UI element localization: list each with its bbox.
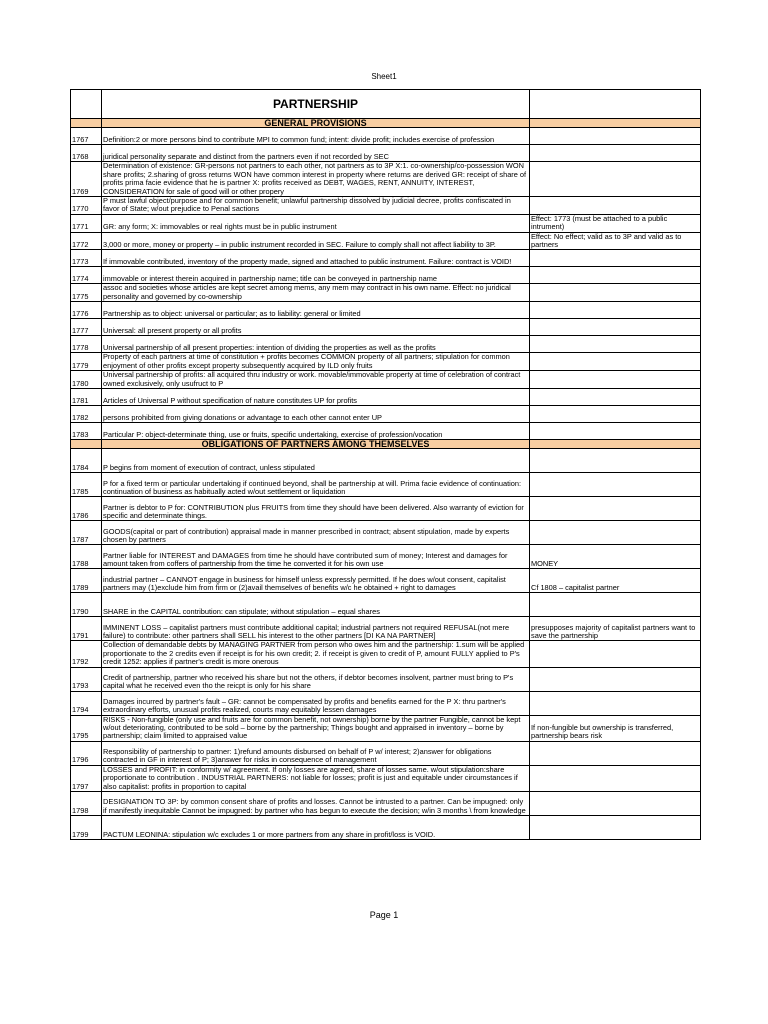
article-note <box>530 302 701 319</box>
article-number: 1774 <box>71 267 102 284</box>
article-text: persons prohibited from giving donations or advantage to each other cannot enter UP <box>102 405 530 422</box>
table-row <box>71 741 701 765</box>
article-text: industrial partner – CANNOT engage in business for himself unless expressly permitted. If he does w/out consent, capitalist partners may (1)exclude him from firm or (2)avail themselves of benefits w/c he obtained + right to damages <box>102 569 530 593</box>
article-text: P for a fixed term or particular undertaking if continued beyond, shall be partnership at will. Prima facie evidence of continuation: continuation of business as habitually acted w/out settlement or liquidation <box>102 473 530 497</box>
title-row <box>71 90 701 119</box>
table-row <box>71 641 701 667</box>
table-row <box>71 422 701 439</box>
article-text: DESIGNATION TO 3P: by common consent share of profits and losses. Cannot be intrusted to a partner. Can be impugned: only if manifestly inequitable Cannot be impugned: by partner who has begun to execute the decision; w/in 3 months \ from knowledge <box>102 791 530 815</box>
article-number: 1781 <box>71 388 102 405</box>
table-row <box>71 162 701 197</box>
article-number: 1792 <box>71 641 102 667</box>
article-text: Collection of demandable debts by MANAGING PARTNER from person who owes him and the partnership: 1.sum will be applied proportionate to the 2 credits even if receipt is for his own credit; 2. if receipt is given to credit of P, amount FULLY applied to P's credit 1252: applies if partner's credit is more onerous <box>102 641 530 667</box>
table-row <box>71 232 701 250</box>
article-note <box>530 791 701 815</box>
article-text: Property of each partners at time of constitution + profits becomes COMMON property of all partners; stipulation for common enjoyment of other profits except property subsequently acquired by ILD only fruits <box>102 353 530 371</box>
article-note <box>530 128 701 145</box>
table-row <box>71 371 701 389</box>
article-number: 1799 <box>71 815 102 839</box>
article-number: 1785 <box>71 473 102 497</box>
article-text: Particular P: object-determinate thing, use or fruits, specific undertaking, exercise of profession/vocation <box>102 422 530 439</box>
document-title: PARTNERSHIP <box>102 90 530 119</box>
article-number: 1783 <box>71 422 102 439</box>
article-text: If immovable contributed, inventory of the property made, signed and attached to public instrument. Failure: contract is VOID! <box>102 250 530 267</box>
section-header-num-cell <box>71 439 102 448</box>
article-note <box>530 593 701 617</box>
article-text: Universal partnership of profits: all acquired thru industry or work. movable/immovable property at time of celebration of contract owned exclusively, only usufruct to P <box>102 371 530 389</box>
table-row <box>71 593 701 617</box>
partnership-table <box>70 89 701 840</box>
table-row <box>71 319 701 336</box>
table-row <box>71 128 701 145</box>
article-note: presupposes majority of capitalist partners want to save the partnership <box>530 617 701 641</box>
article-text: Partner liable for INTEREST and DAMAGES from time he should have contributed sum of money; Interest and damages for amount taken from coffers of partnership from the time he converted it for his own use <box>102 545 530 569</box>
sheet-name: Sheet1 <box>371 72 397 81</box>
article-note <box>530 353 701 371</box>
article-number: 1795 <box>71 715 102 741</box>
section-header-note-cell <box>530 439 701 448</box>
article-note <box>530 449 701 473</box>
article-note <box>530 162 701 197</box>
article-note <box>530 521 701 545</box>
article-number: 1786 <box>71 497 102 521</box>
article-note <box>530 422 701 439</box>
article-text: assoc and societies whose articles are kept secret among mems, any mem may contract in his own name. Effect: no juridical personality and governed by co-ownership <box>102 284 530 302</box>
table-row <box>71 145 701 162</box>
article-note <box>530 691 701 715</box>
article-number: 1768 <box>71 145 102 162</box>
table-row <box>71 449 701 473</box>
article-text: juridical personality separate and distinct from the partners even if not recorded by SEC <box>102 145 530 162</box>
article-note <box>530 250 701 267</box>
article-text: Articles of Universal P without specification of nature constitutes UP for profits <box>102 388 530 405</box>
article-number: 1789 <box>71 569 102 593</box>
table-row <box>71 267 701 284</box>
article-text: GOODS(capital or part of contribution) appraisal made in manner prescribed in contract; absent stipulation, made by experts chosen by partners <box>102 521 530 545</box>
article-number: 1770 <box>71 197 102 215</box>
table-row <box>71 765 701 791</box>
table-row <box>71 497 701 521</box>
table-row <box>71 691 701 715</box>
table-row <box>71 197 701 215</box>
article-number: 1791 <box>71 617 102 641</box>
article-note <box>530 765 701 791</box>
article-text: P must lawful object/purpose and for common benefit; unlawful partnership dissolved by judicial decree, profits confiscated in favor of State; w/out prejudice to Penal sactions <box>102 197 530 215</box>
article-note <box>530 284 701 302</box>
article-number: 1772 <box>71 232 102 250</box>
article-number: 1784 <box>71 449 102 473</box>
article-text: Credit of partnership, partner who received his share but not the others, if debtor becomes insolvent, partner must bring to P's capital what he received even tho the reicpt is only for his share <box>102 667 530 691</box>
table-row <box>71 250 701 267</box>
article-note: Cf 1808 – capitalist partner <box>530 569 701 593</box>
table-row <box>71 336 701 353</box>
article-text: PACTUM LEONINA: stipulation w/c excludes 1 or more partners from any share in profit/loss is VOID. <box>102 815 530 839</box>
article-number: 1769 <box>71 162 102 197</box>
table-row <box>71 405 701 422</box>
article-text: Partnership as to object: universal or particular; as to liability: general or limited <box>102 302 530 319</box>
table-row <box>71 521 701 545</box>
article-note <box>530 815 701 839</box>
article-text: RISKS - Non-fungible (only use and fruits are for common benefit, not ownership) borne by the partner Fungible, cannot be kept w/out deteriorating, contributed to be sold – borne by the partnership; Things bought and appraised in inventory – borne by partnership; claim limited to appraised value <box>102 715 530 741</box>
article-number: 1778 <box>71 336 102 353</box>
article-note <box>530 741 701 765</box>
article-number: 1790 <box>71 593 102 617</box>
article-note <box>530 197 701 215</box>
page-number: Page 1 <box>369 910 399 920</box>
article-number: 1779 <box>71 353 102 371</box>
article-note <box>530 473 701 497</box>
article-note: Effect: 1773 (must be attached to a public intrument) <box>530 214 701 232</box>
article-note <box>530 667 701 691</box>
table-row <box>71 302 701 319</box>
article-text: P begins from moment of execution of contract, unless stipulated <box>102 449 530 473</box>
section-header-row <box>71 439 701 448</box>
article-text: immovable or interest therein acquired in partnership name; title can be conveyed in partnership name <box>102 267 530 284</box>
section-header-num-cell <box>71 119 102 128</box>
table-row <box>71 545 701 569</box>
article-text: Responsibility of partnership to partner: 1)refund amounts disbursed on behalf of P w/ interest; 2)answer for obligations contracted in GF in interest of P; 3)answer for risks in consequence of management <box>102 741 530 765</box>
article-number: 1788 <box>71 545 102 569</box>
table-row <box>71 473 701 497</box>
article-note <box>530 319 701 336</box>
article-number: 1771 <box>71 214 102 232</box>
table-row <box>71 667 701 691</box>
table-row <box>71 353 701 371</box>
title-note-cell <box>530 90 701 119</box>
section-heading: GENERAL PROVISIONS <box>102 119 530 128</box>
table-row <box>71 569 701 593</box>
article-number: 1793 <box>71 667 102 691</box>
article-note <box>530 405 701 422</box>
article-text: LOSSES and PROFIT: in conformity w/ agreement. If only losses are agreed, share of losses same. w/out stipulation:share proportionate to contribution . INDUSTRIAL PARTNERS: not liable for losses; profit is just and equitable under circumstances if also capitalist: profits in proportion to capital <box>102 765 530 791</box>
table-row <box>71 791 701 815</box>
table-row <box>71 715 701 741</box>
article-number: 1767 <box>71 128 102 145</box>
article-number: 1797 <box>71 765 102 791</box>
article-text: Determination of existence: GR-persons not partners to each other, not partners as to 3P X:1. co-ownership/co-possession WON share profits; 2.sharing of gross returns WON have common interest in property where returns are derived GR: receipt of share of profits prima facie evidence that he is partner X: profits received as DEBT, WAGES, RENT, ANNUITY, INTEREST, CONSIDERATION for sale of good will or other propery <box>102 162 530 197</box>
article-note <box>530 641 701 667</box>
article-number: 1798 <box>71 791 102 815</box>
article-number: 1780 <box>71 371 102 389</box>
title-num-cell <box>71 90 102 119</box>
article-note <box>530 145 701 162</box>
article-text: Partner is debtor to P for: CONTRIBUTION plus FRUITS from time they should have been delivered. Also warranty of eviction for specific and determinate things. <box>102 497 530 521</box>
article-text: SHARE in the CAPITAL contribution: can stipulate; without stipulation – equal shares <box>102 593 530 617</box>
article-number: 1773 <box>71 250 102 267</box>
article-text: IMMINENT LOSS – capitalist partners must contribute additional capital; industrial partners not required REFUSAL(not mere failure) to contribute: other partners shall SELL his interest to the other partners [DI KA NA PARTNER] <box>102 617 530 641</box>
table-row <box>71 388 701 405</box>
article-number: 1794 <box>71 691 102 715</box>
article-number: 1787 <box>71 521 102 545</box>
article-note <box>530 336 701 353</box>
article-text: Universal partnership of all present properties: intention of dividing the properties as well as the profits <box>102 336 530 353</box>
table-row <box>71 284 701 302</box>
article-note <box>530 497 701 521</box>
article-note <box>530 388 701 405</box>
article-note: If non-fungible but ownership is transferred, partnership bears risk <box>530 715 701 741</box>
section-heading: OBLIGATIONS OF PARTNERS AMONG THEMSELVES <box>102 439 530 448</box>
table-row <box>71 214 701 232</box>
article-number: 1775 <box>71 284 102 302</box>
section-header-note-cell <box>530 119 701 128</box>
article-text: GR: any form; X: immovables or real rights must be in public instrument <box>102 214 530 232</box>
article-note <box>530 267 701 284</box>
article-note <box>530 371 701 389</box>
article-text: 3,000 or more, money or property – in public instrument recorded in SEC. Failure to comply shall not affect liability to 3P. <box>102 232 530 250</box>
section-header-row <box>71 119 701 128</box>
article-text: Universal: all present property or all profits <box>102 319 530 336</box>
article-number: 1782 <box>71 405 102 422</box>
article-number: 1777 <box>71 319 102 336</box>
article-text: Definition:2 or more persons bind to contribute MPI to common fund; intent: divide profit; includes exercise of profession <box>102 128 530 145</box>
table-row <box>71 815 701 839</box>
article-number: 1776 <box>71 302 102 319</box>
article-note: Effect: No effect; valid as to 3P and valid as to partners <box>530 232 701 250</box>
article-note: MONEY <box>530 545 701 569</box>
table-row <box>71 617 701 641</box>
article-text: Damages incurred by partner's fault – GR: cannot be compensated by profits and benefits earned for the P X: thru partner's extraordinary efforts, unusual profits realized, courts may equitably lessen damages <box>102 691 530 715</box>
article-number: 1796 <box>71 741 102 765</box>
